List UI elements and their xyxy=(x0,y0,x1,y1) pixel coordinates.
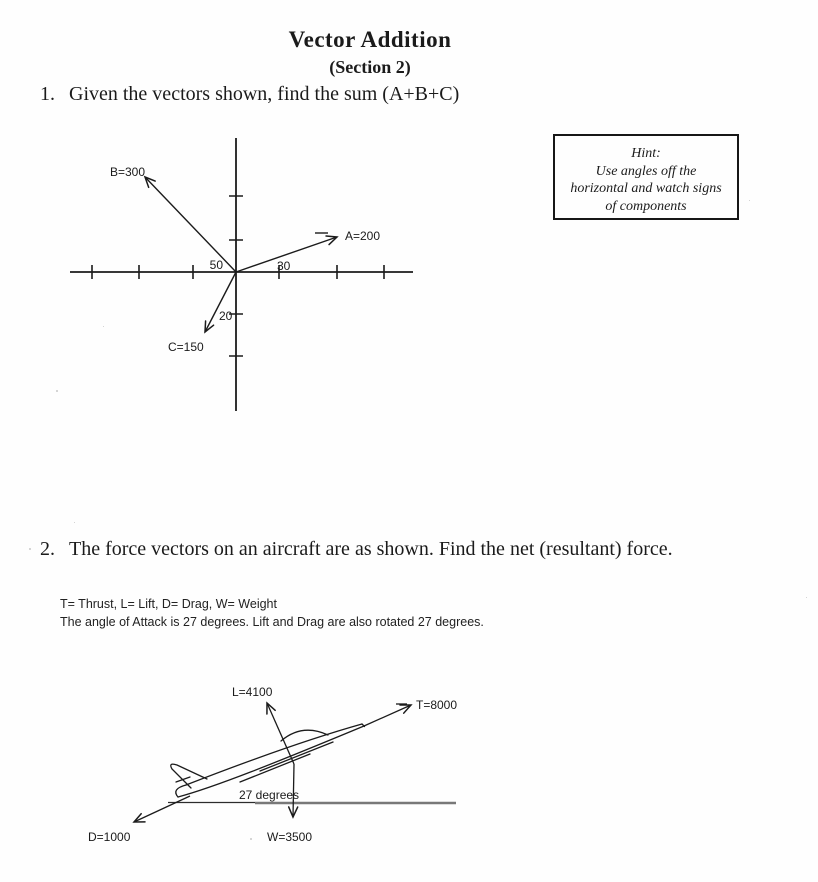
hint-line-4: of components xyxy=(605,198,687,214)
scan-speckle xyxy=(74,522,75,523)
vectors xyxy=(145,177,337,332)
drag-vector-arrow xyxy=(134,796,190,822)
lift-label: L=4100 xyxy=(232,685,273,699)
vector-c-label: C=150 xyxy=(168,340,204,354)
angle-a-label: 30 xyxy=(277,259,291,273)
fuselage-top-line xyxy=(186,724,362,785)
problem-1-text: Given the vectors shown, find the sum (A+B+C) xyxy=(69,83,460,105)
vector-b-label: B=300 xyxy=(110,165,146,179)
drag-label: D=1000 xyxy=(88,830,131,844)
angle-of-attack-label: 27 degrees xyxy=(239,788,300,802)
scan-speckle xyxy=(29,548,31,550)
vector-a-label: A=200 xyxy=(345,229,381,243)
hint-box xyxy=(553,134,739,220)
scan-speckle xyxy=(806,597,807,598)
lift-vector-arrow xyxy=(267,703,294,764)
weight-label: W=3500 xyxy=(267,830,313,844)
tail-detail-dash xyxy=(176,777,190,782)
aircraft-force-diagram xyxy=(60,660,480,860)
airplane-sketch xyxy=(171,724,365,797)
hint-line-3: horizontal and watch signs xyxy=(570,181,722,196)
thrust-label: T=8000 xyxy=(416,698,458,712)
legend-line-2: The angle of Attack is 27 degrees. Lift and Drag are also rotated 27 degrees. xyxy=(60,614,484,629)
problem-1-number: 1. xyxy=(40,83,55,105)
fuselage-bottom-line xyxy=(178,726,364,797)
hint-line-2: Use angles off the xyxy=(595,163,697,179)
scan-speckle xyxy=(56,390,58,392)
problem-1 xyxy=(40,82,459,106)
page-subtitle: (Section 2) xyxy=(329,57,411,77)
wing-line-lower xyxy=(240,754,310,782)
angle-b-label: 50 xyxy=(209,258,223,272)
legend-line-1: T= Thrust, L= Lift, D= Drag, W= Weight xyxy=(60,597,277,611)
thrust-vector-arrow xyxy=(364,705,411,726)
problem-2 xyxy=(40,537,673,561)
angle-c-label: 20 xyxy=(219,309,233,323)
canopy xyxy=(281,730,328,741)
scan-speckle xyxy=(103,326,104,327)
page-title: Vector Addition xyxy=(288,27,452,52)
problem-2-text: The force vectors on an aircraft are as shown. Find the net (resultant) force. xyxy=(69,538,673,560)
hint-line-1: Hint: xyxy=(631,146,661,161)
scan-speckle xyxy=(749,200,750,201)
vector-c-arrow xyxy=(205,272,236,332)
scan-speckle xyxy=(250,838,252,840)
problem-2-number: 2. xyxy=(40,538,55,560)
wing-line-upper xyxy=(260,742,333,771)
title-block xyxy=(0,26,740,79)
vector-sum-diagram xyxy=(60,130,440,430)
force-legend xyxy=(60,596,484,631)
